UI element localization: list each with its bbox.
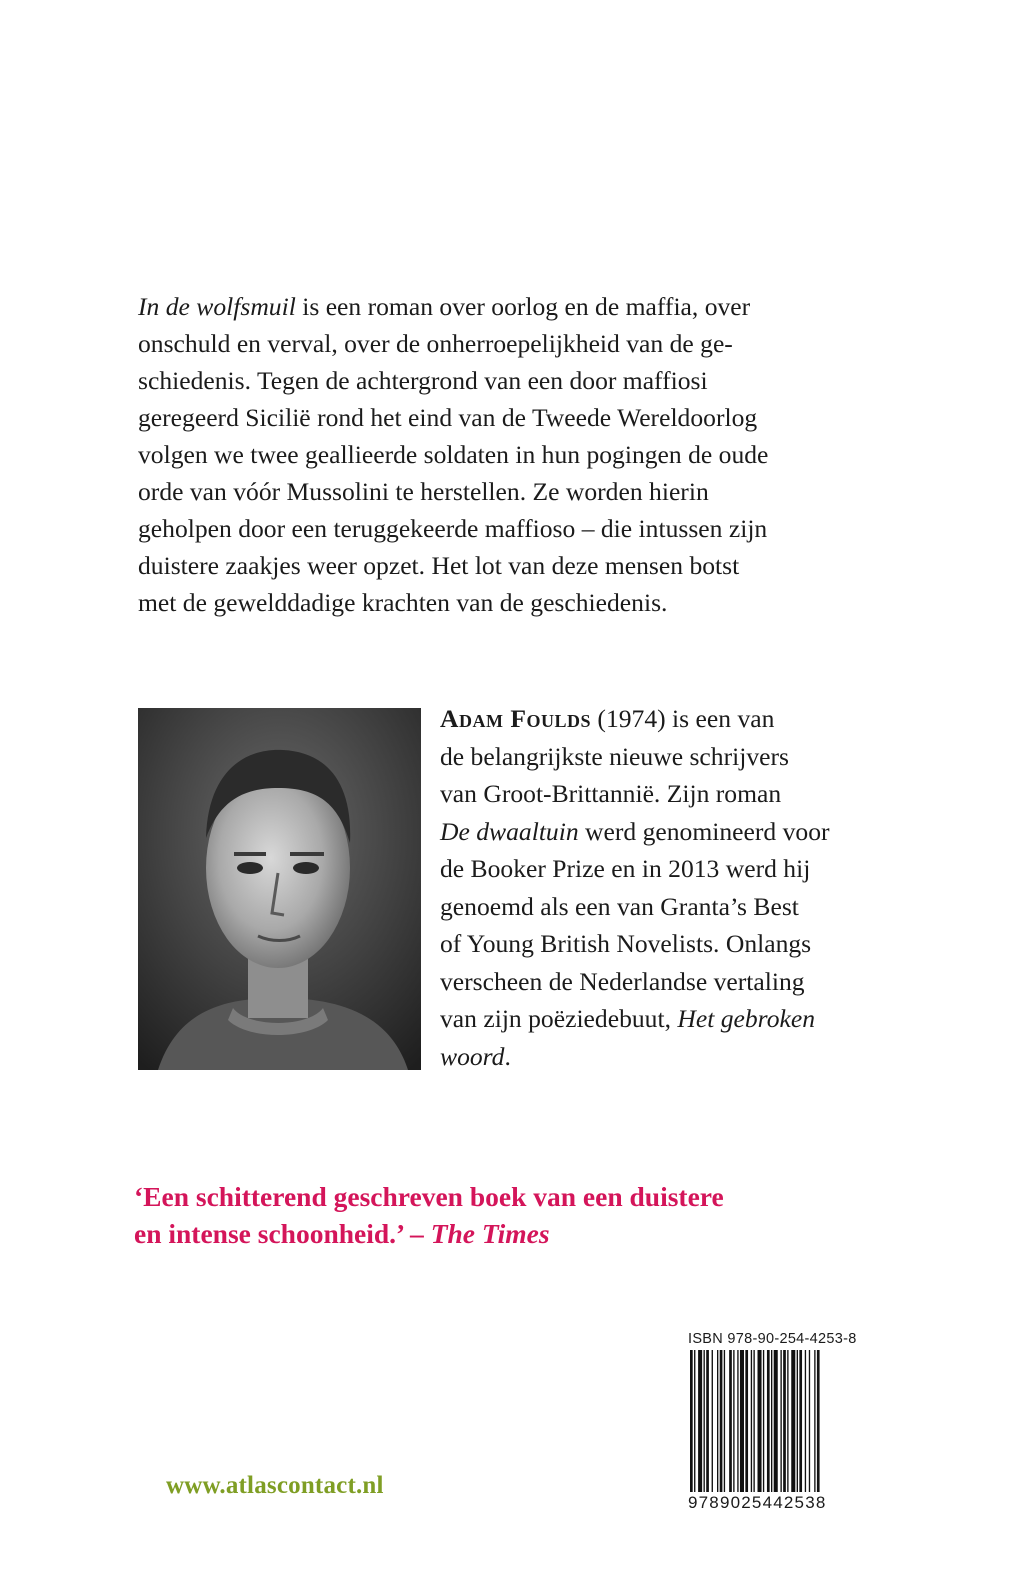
blurb-line: volgen we twee geallieerde soldaten in hun pogingen de oude — [138, 440, 769, 469]
barcode-number: 9789025442538 — [688, 1493, 827, 1512]
isbn-label: ISBN 978-90-254-4253-8 — [688, 1331, 857, 1347]
blurb-line: geholpen door een teruggekeerde maffioso – die intussen zijn — [138, 514, 768, 543]
bio-line: genoemd als een van Granta’s Best — [440, 891, 799, 921]
book-title-gebroken-woord: Het gebroken — [677, 1004, 816, 1033]
author-photo — [138, 708, 421, 1070]
bio-line: Adam Foulds (1974) is een van — [440, 704, 775, 733]
blurb-line: geregeerd Sicilië rond het eind van de Tweede Wereldoorlog — [138, 403, 758, 432]
bio-line: de belangrijkste nieuwe schrijvers — [440, 741, 789, 771]
publisher-website[interactable]: www.atlascontact.nl — [166, 1472, 384, 1499]
bio-line: verscheen de Nederlandse vertaling — [440, 966, 805, 996]
author-bio — [440, 700, 880, 1075]
blurb-line: onschuld en verval, over de onherroepelijkheid van de ge- — [138, 329, 733, 358]
book-title: In de wolfsmuil — [138, 292, 296, 321]
blurb-line: schiedenis. Tegen de achtergrond van een door maffiosi — [138, 366, 708, 395]
quote-line: en intense schoonheid.’ – The Times — [134, 1218, 550, 1249]
bio-line: De dwaaltuin werd genomineerd voor — [440, 816, 830, 846]
bio-line: de Booker Prize en in 2013 werd hij — [440, 854, 811, 883]
quote-source: The Times — [430, 1218, 550, 1249]
bio-line: van Groot-Brittannië. Zijn roman — [440, 779, 782, 808]
author-portrait-image — [138, 708, 421, 1070]
blurb-line: met de gewelddadige krachten van de geschiedenis. — [138, 588, 668, 617]
blurb-line: duistere zaakjes weer opzet. Het lot van deze mensen botst — [138, 551, 740, 580]
blurb-text — [138, 288, 878, 621]
press-quote — [134, 1178, 894, 1252]
author-name: Adam Foulds — [440, 704, 592, 733]
isbn-barcode — [688, 1330, 866, 1515]
barcode-bars — [688, 1350, 866, 1492]
blurb-line: orde van vóór Mussolini te herstellen. Ze worden hierin — [138, 477, 709, 506]
bio-line: woord. — [440, 1041, 511, 1071]
bio-line: of Young British Novelists. Onlangs — [440, 929, 812, 958]
book-title-dwaaltuin: De dwaaltuin — [440, 816, 579, 846]
blurb-line: In de wolfsmuil is een roman over oorlog en de maffia, over — [138, 292, 751, 321]
bio-line: van zijn poëziedebuut, Het gebroken — [440, 1004, 816, 1033]
quote-line: ‘Een schitterend geschreven boek van een duistere — [134, 1181, 724, 1212]
